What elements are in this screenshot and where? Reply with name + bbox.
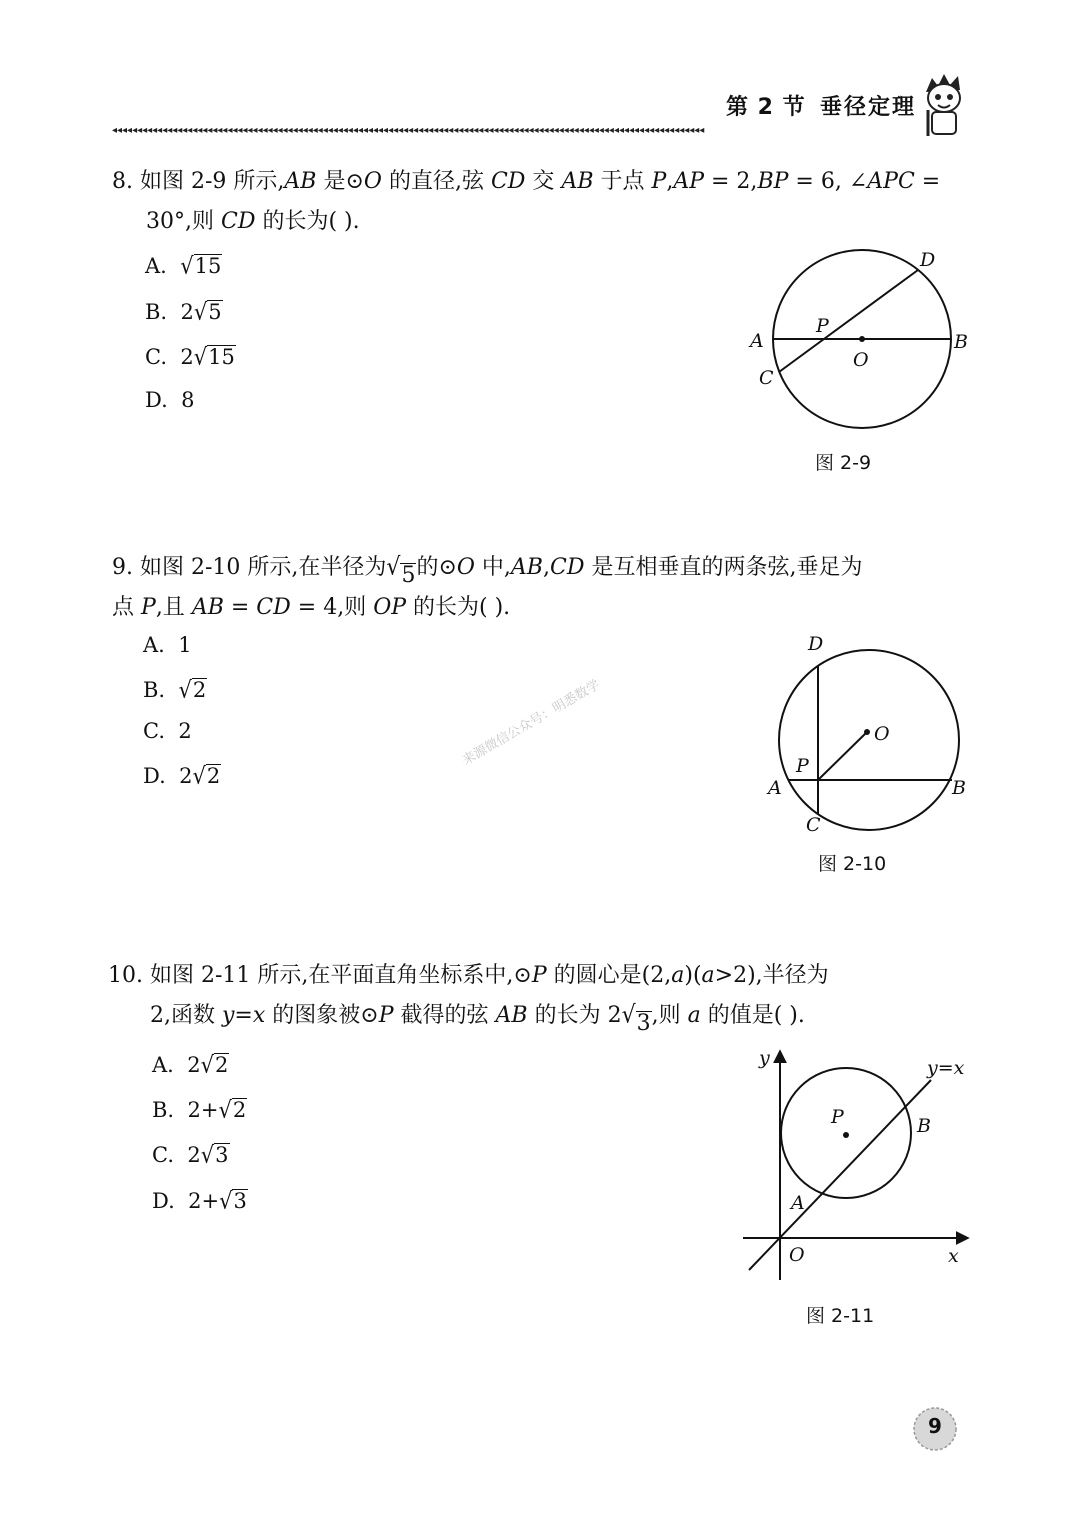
page-number: 9 [928, 1414, 942, 1438]
label-c: C [759, 367, 774, 389]
label-b: B [954, 331, 968, 353]
label-o: O [874, 723, 890, 745]
question-10 [108, 956, 983, 1036]
q8-option-b: B. 2 √ 5 [145, 298, 222, 326]
label-line: y=x [927, 1057, 965, 1079]
q9-option-c: C. 2 [143, 719, 192, 743]
label-x: x [948, 1245, 959, 1267]
label-p: P [816, 315, 829, 337]
q8-option-a: A. √ 15 [145, 252, 222, 280]
segment-op [818, 732, 867, 780]
question-9 [112, 548, 982, 628]
caption-2-10: 图 2-10 [818, 853, 887, 875]
label-p: P [831, 1106, 844, 1128]
q8-option-d: D. 8 [145, 388, 195, 412]
label-y: y [759, 1047, 770, 1069]
q9-line-2: 点 P,且 AB = CD = 4,则 OP 的长为( ). [112, 595, 511, 620]
q9-option-b: B. √ 2 [143, 676, 207, 704]
label-p: P [796, 755, 809, 777]
figure-2-11 [735, 1040, 980, 1290]
label-d: D [920, 249, 936, 271]
label-d: D [808, 633, 824, 655]
label-o: O [789, 1244, 805, 1266]
q10-line-1: 10. 如图 2-11 所示,在平面直角坐标系中,⊙P 的圆心是(2,a)(a>2),半径为 [108, 963, 829, 988]
watermark: 来源微信公众号：明悉数学 [460, 677, 603, 769]
q9-option-a: A. 1 [143, 633, 192, 657]
q9-option-d: D. 2 √ 2 [143, 762, 221, 790]
label-c: C [806, 814, 821, 836]
label-o: O [853, 349, 869, 371]
center-point-o [859, 336, 865, 342]
q10-option-a: A. 2 √ 2 [152, 1051, 229, 1079]
section-label: 第 2 节 [726, 95, 806, 120]
figure-2-10 [760, 628, 980, 843]
question-8 [112, 162, 982, 242]
label-b: B [952, 777, 966, 799]
q10-option-d: D. 2+ √ 3 [152, 1187, 247, 1215]
q8-option-c: C. 2 √ 15 [145, 343, 235, 371]
label-a: A [791, 1192, 805, 1214]
q10-option-c: C. 2 √ 3 [152, 1141, 229, 1169]
q9-line-1: 9. 如图 2-10 所示,在半径为 √ 5 的⊙O 中,AB,CD 是互相垂直的两条弦,垂足为 [112, 553, 863, 588]
label-a: A [750, 330, 764, 352]
label-a: A [768, 777, 782, 799]
figure-2-9 [740, 240, 980, 450]
caption-2-9: 图 2-9 [815, 452, 872, 474]
q10-option-b: B. 2+ √ 2 [152, 1096, 247, 1124]
header-arrow-rule: ◂◂◂◂◂◂◂◂◂◂◂◂◂◂◂◂◂◂◂◂◂◂◂◂◂◂◂◂◂◂◂◂◂◂◂◂◂◂◂◂◂◂◂◂◂◂◂◂◂◂◂◂◂◂◂◂◂◂◂◂◂◂◂◂◂◂◂◂◂◂◂◂◂◂◂◂◂◂◂◂◂◂◂◂◂◂◂◂◂◂◂◂◂◂◂◂◂◂◂◂◂◂◂◂◂◂◂◂◂◂◂◂◂◂◂◂◂◂ [112, 125, 705, 136]
q8-line-2: 30°,则 CD 的长为( ). [146, 209, 360, 234]
q10-line-2: 2,函数 y=x 的图象被⊙P 截得的弦 AB 的长为 2 √ 3 ,则 a 的值是( ). [150, 1001, 805, 1036]
label-b: B [917, 1115, 931, 1137]
center-point-p [843, 1132, 849, 1138]
q8-line-1: 8. 如图 2-9 所示,AB 是⊙O 的直径,弦 CD 交 AB 于点 P,AP = 2,BP = 6, ∠APC = [112, 169, 941, 194]
circle-o [779, 650, 959, 830]
chord-cd [779, 270, 918, 372]
chapter-title: 垂径定理 [820, 95, 917, 120]
caption-2-11: 图 2-11 [806, 1305, 875, 1327]
center-point-o [864, 729, 870, 735]
mascot-icon [918, 70, 970, 140]
page-number-badge [912, 1406, 958, 1452]
